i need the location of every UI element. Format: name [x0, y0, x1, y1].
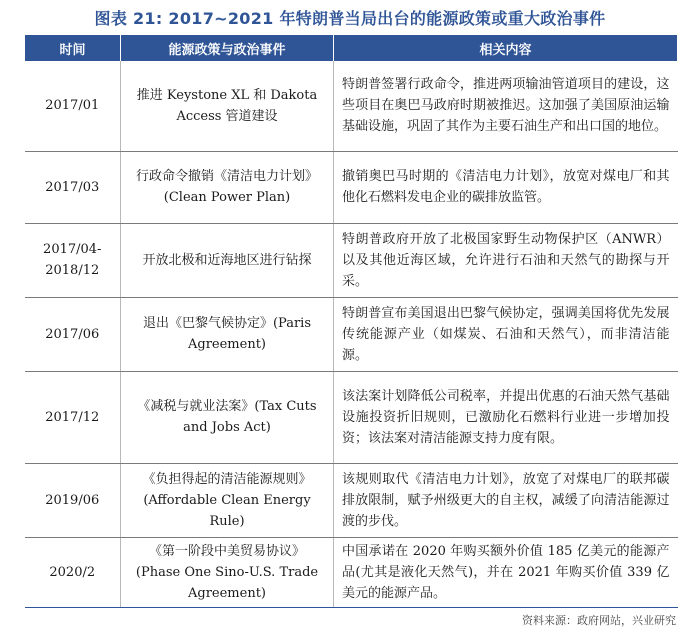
table-row — [25, 151, 678, 223]
row-policy: 退出《巴黎气候协定》(Paris Agreement) — [121, 297, 334, 371]
row-content: 撤销奥巴马时期的《清洁电力计划》，放宽对煤电厂和其他化石燃料发电企业的碳排放监管。 — [334, 151, 678, 223]
row-policy: 行政命令撤销《清洁电力计划》(Clean Power Plan) — [121, 151, 334, 223]
source-note: 资料来源：政府网站，兴业研究 — [522, 614, 676, 627]
table-row — [25, 371, 678, 463]
row-time: 2017/01 — [25, 61, 121, 151]
row-policy: 《第一阶段中美贸易协议》(Phase One Sino-U.S. Trade Agreement) — [121, 537, 334, 607]
table-row — [25, 297, 678, 371]
row-time: 2017/04-2018/12 — [25, 223, 121, 297]
header-time: 时间 — [25, 35, 121, 61]
row-policy: 《负担得起的清洁能源规则》(Affordable Clean Energy Rule) — [121, 463, 334, 537]
policy-table — [24, 35, 678, 608]
row-content: 特朗普宣布美国退出巴黎气候协定，强调美国将优先发展传统能源产业（如煤炭、石油和天然气），而非清洁能源。 — [334, 297, 678, 371]
row-policy: 《减税与就业法案》(Tax Cuts and Jobs Act) — [121, 371, 334, 463]
row-policy: 推进 Keystone XL 和 Dakota Access 管道建设 — [121, 61, 334, 151]
row-content: 该法案计划降低公司税率，并提出优惠的石油天然气基础设施投资折旧规则，已激励化石燃料行业进一步增加投资；该法案对清洁能源支持力度有限。 — [334, 371, 678, 463]
row-content: 中国承诺在 2020 年购买额外价值 185 亿美元的能源产品(尤其是液化天然气)，并在 2021 年购买价值 339 亿美元的能源产品。 — [334, 537, 678, 607]
table-row — [25, 537, 678, 607]
table-header-row — [25, 35, 678, 61]
row-content: 特朗普政府开放了北极国家野生动物保护区（ANWR）以及其他近海区域，允许进行石油和天然气的勘探与开采。 — [334, 223, 678, 297]
header-content: 相关内容 — [334, 35, 678, 61]
table-row — [25, 223, 678, 297]
table-row — [25, 463, 678, 537]
row-content: 该规则取代《清洁电力计划》，放宽了对煤电厂的联邦碳排放限制，赋予州级更大的自主权，减缓了向清洁能源过渡的步伐。 — [334, 463, 678, 537]
chart-title: 图表 21: 2017~2021 年特朗普当局出台的能源政策或重大政治事件 — [94, 9, 606, 28]
row-policy: 开放北极和近海地区进行钻探 — [121, 223, 334, 297]
row-time: 2019/06 — [25, 463, 121, 537]
table-row — [25, 61, 678, 151]
row-time: 2017/06 — [25, 297, 121, 371]
row-time: 2017/03 — [25, 151, 121, 223]
row-time: 2020/2 — [25, 537, 121, 607]
row-content: 特朗普签署行政命令，推进两项输油管道项目的建设，这些项目在奥巴马政府时期被推迟。这加强了美国原油运输基础设施，巩固了其作为主要石油生产和出口国的地位。 — [334, 61, 678, 151]
row-time: 2017/12 — [25, 371, 121, 463]
header-policy: 能源政策与政治事件 — [121, 35, 334, 61]
